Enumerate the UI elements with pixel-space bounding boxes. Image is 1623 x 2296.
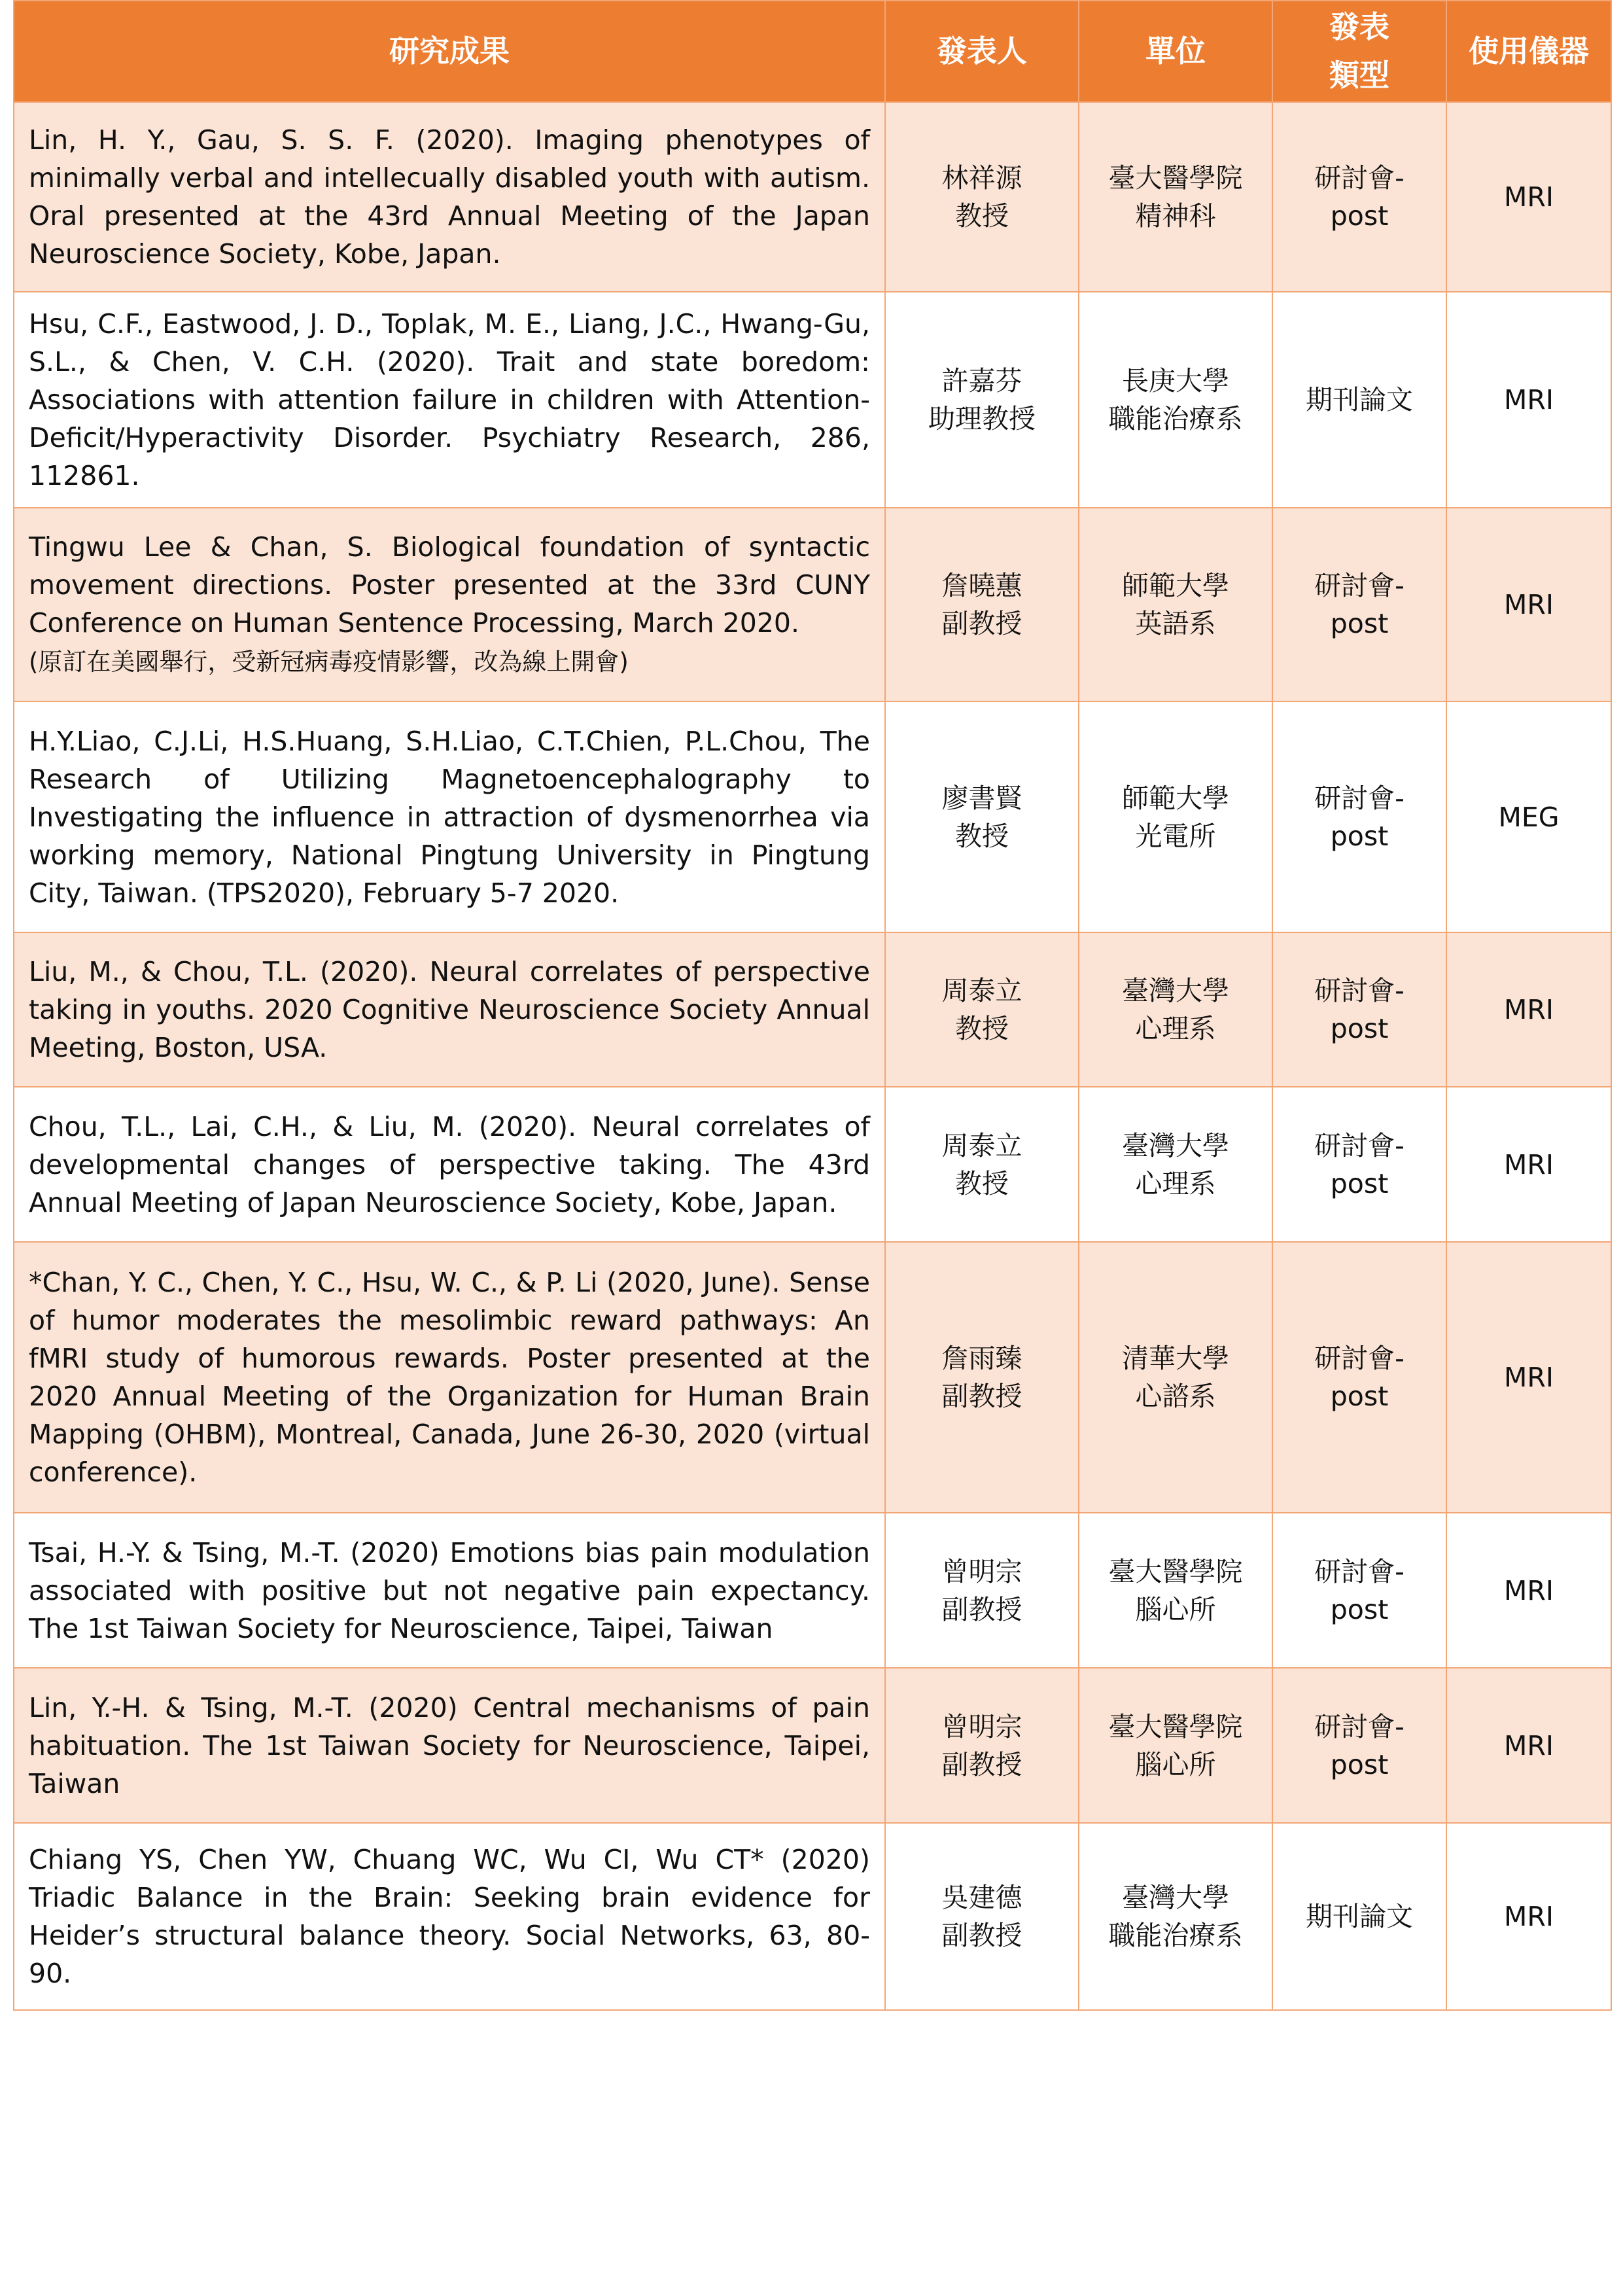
author-name: 詹雨臻 (941, 1343, 1022, 1374)
table-row (14, 701, 1611, 932)
unit-cell (1079, 1823, 1272, 2010)
type-cell: 期刊論文 (1272, 292, 1446, 508)
header-unit: 單位 (1079, 1, 1272, 102)
citation-cell (14, 1513, 885, 1668)
author-name: 曾明宗 (941, 1555, 1022, 1587)
unit-line1: 師範大學 (1122, 570, 1229, 601)
citation-cell (14, 292, 885, 508)
author-cell (885, 932, 1079, 1087)
table-header-row (14, 1, 1611, 102)
type-line2: post (1330, 1381, 1389, 1412)
table-row (14, 292, 1611, 508)
author-title: 教授 (955, 200, 1009, 232)
citation-note: (原訂在美國舉行，受新冠病毒疫情影響，改為線上開會) (29, 648, 629, 676)
citation-text: Liu, M., & Chou, T.L. (2020). Neural correlates of perspective taking in youths. 2020 Cognitive Neuroscience Society Annual Meeting, Boston, USA. (29, 956, 870, 1063)
unit-line1: 臺灣大學 (1122, 1882, 1229, 1913)
type-line2: post (1330, 1748, 1389, 1780)
table-row (14, 508, 1611, 701)
table-row (14, 1823, 1611, 2010)
unit-line1: 臺大醫學院 (1108, 162, 1243, 194)
unit-line2: 職能治療系 (1108, 403, 1243, 434)
table-row (14, 1242, 1611, 1513)
table-row (14, 932, 1611, 1087)
author-title: 副教授 (941, 1593, 1022, 1625)
author-name: 吳建德 (941, 1882, 1022, 1913)
author-name: 周泰立 (941, 1129, 1022, 1161)
unit-line2: 心理系 (1135, 1013, 1216, 1044)
unit-line1: 臺大醫學院 (1108, 1710, 1243, 1742)
unit-line1: 臺灣大學 (1122, 1129, 1229, 1161)
instrument-cell: MRI (1446, 1823, 1611, 2010)
citation-text: Lin, H. Y., Gau, S. S. F. (2020). Imaging phenotypes of minimally verbal and intellecually disabled youth with autism. Oral presented at the 43rd Annual Meeting of the Japan Neuroscience Society, Kobe, Japan. (29, 124, 870, 270)
type-cell (1272, 1513, 1446, 1668)
citation-cell (14, 1087, 885, 1242)
citation-cell (14, 508, 885, 701)
author-title: 教授 (955, 820, 1009, 852)
author-cell (885, 508, 1079, 701)
unit-line1: 臺大醫學院 (1108, 1555, 1243, 1587)
type-cell (1272, 1242, 1446, 1513)
type-line1: 研討會- (1314, 570, 1405, 601)
unit-line2: 英語系 (1135, 608, 1216, 639)
type-line1: 研討會- (1314, 1343, 1405, 1374)
citation-text: H.Y.Liao, C.J.Li, H.S.Huang, S.H.Liao, C.T.Chien, P.L.Chou, The Research of Utilizing Magnetoencephalography to Investigating the influence in attraction of dysmenorrhea via working memory, National Pingtung University in Pingtung City, Taiwan. (TPS2020), February 5-7 2020. (29, 725, 870, 909)
author-cell (885, 1513, 1079, 1668)
header-type-line2: 類型 (1329, 57, 1389, 93)
type-line2: post (1330, 1013, 1389, 1044)
author-title: 副教授 (941, 1920, 1022, 1951)
type-line1: 研討會- (1314, 1555, 1405, 1587)
instrument-cell: MRI (1446, 1242, 1611, 1513)
citation-cell (14, 932, 885, 1087)
header-type (1272, 1, 1446, 102)
author-cell (885, 701, 1079, 932)
citation-cell (14, 102, 885, 292)
citation-text: Tsai, H.-Y. & Tsing, M.-T. (2020) Emotions bias pain modulation associated with positive but not negative pain expectancy. The 1st Taiwan Society for Neuroscience, Taipei, Taiwan (29, 1536, 870, 1644)
type-line1: 研討會- (1314, 1710, 1405, 1742)
citation-text: Hsu, C.F., Eastwood, J. D., Toplak, M. E., Liang, J.C., Hwang-Gu, S.L., & Chen, V. C.H. (2020). Trait and state boredom: Associations with attention failure in children with Attention-Deficit/Hyperactivity Disorder. Psychiatry Research, 286, 112861. (29, 308, 870, 491)
table-row (14, 1513, 1611, 1668)
type-cell (1272, 508, 1446, 701)
citation-text: Chou, T.L., Lai, C.H., & Liu, M. (2020). Neural correlates of developmental changes of perspective taking. The 43rd Annual Meeting of Japan Neuroscience Society, Kobe, Japan. (29, 1110, 870, 1218)
instrument-cell: MRI (1446, 508, 1611, 701)
unit-cell (1079, 1087, 1272, 1242)
citation-text: Tingwu Lee & Chan, S. Biological foundation of syntactic movement directions. Poster presented at the 33rd CUNY Conference on Human Sentence Processing, March 2020. (29, 531, 870, 639)
type-cell (1272, 102, 1446, 292)
author-cell (885, 1242, 1079, 1513)
table-row (14, 1668, 1611, 1823)
unit-line1: 師範大學 (1122, 782, 1229, 814)
author-title: 副教授 (941, 1748, 1022, 1780)
unit-line2: 職能治療系 (1108, 1920, 1243, 1951)
header-author: 發表人 (885, 1, 1079, 102)
instrument-cell: MRI (1446, 1513, 1611, 1668)
citation-cell (14, 1823, 885, 2010)
unit-line1: 清華大學 (1122, 1343, 1229, 1374)
author-name: 許嘉芬 (941, 365, 1022, 397)
author-title: 教授 (955, 1013, 1009, 1044)
type-line2: post (1330, 820, 1389, 852)
author-name: 周泰立 (941, 975, 1022, 1006)
citation-cell (14, 1668, 885, 1823)
type-line1: 研討會- (1314, 975, 1405, 1006)
type-cell (1272, 1087, 1446, 1242)
unit-line2: 精神科 (1135, 200, 1216, 232)
unit-cell (1079, 102, 1272, 292)
unit-line2: 心諮系 (1135, 1381, 1216, 1412)
type-cell (1272, 701, 1446, 932)
unit-line2: 光電所 (1135, 820, 1216, 852)
author-title: 副教授 (941, 608, 1022, 639)
author-cell (885, 292, 1079, 508)
type-line2: post (1330, 608, 1389, 639)
unit-cell (1079, 292, 1272, 508)
citation-text: *Chan, Y. C., Chen, Y. C., Hsu, W. C., & P. Li (2020, June). Sense of humor moderates the mesolimbic reward pathways: An fMRI study of humorous rewards. Poster presented at the 2020 Annual Meeting of the Organization for Human Brain Mapping (OHBM), Montreal, Canada, June 26-30, 2020 (virtual conference). (29, 1267, 870, 1488)
author-cell (885, 1668, 1079, 1823)
type-line2: post (1330, 200, 1389, 232)
citation-cell (14, 701, 885, 932)
type-cell: 期刊論文 (1272, 1823, 1446, 2010)
unit-line1: 長庚大學 (1122, 365, 1229, 397)
header-instrument: 使用儀器 (1446, 1, 1611, 102)
unit-cell (1079, 1513, 1272, 1668)
unit-line2: 腦心所 (1135, 1748, 1216, 1780)
author-title: 助理教授 (928, 403, 1036, 434)
author-name: 詹曉蕙 (941, 570, 1022, 601)
header-type-line1: 發表 (1329, 9, 1389, 44)
instrument-cell: MRI (1446, 1087, 1611, 1242)
unit-cell (1079, 1668, 1272, 1823)
type-line2: post (1330, 1167, 1389, 1199)
author-name: 林祥源 (941, 162, 1022, 194)
author-cell (885, 1087, 1079, 1242)
citation-text: Chiang YS, Chen YW, Chuang WC, Wu CI, Wu CT* (2020) Triadic Balance in the Brain: Seeking brain evidence for Heider’s structural balance theory. Social Networks, 63, 80-90. (29, 1844, 870, 1989)
instrument-cell: MRI (1446, 292, 1611, 508)
publications-table (13, 0, 1612, 2011)
unit-cell (1079, 701, 1272, 932)
unit-line1: 臺灣大學 (1122, 975, 1229, 1006)
author-name: 曾明宗 (941, 1710, 1022, 1742)
table-row (14, 102, 1611, 292)
type-line1: 研討會- (1314, 782, 1405, 814)
author-cell (885, 1823, 1079, 2010)
unit-cell (1079, 508, 1272, 701)
table-row (14, 1087, 1611, 1242)
author-cell (885, 102, 1079, 292)
type-line2: post (1330, 1593, 1389, 1625)
type-cell (1272, 932, 1446, 1087)
author-title: 教授 (955, 1167, 1009, 1199)
citation-text: Lin, Y.-H. & Tsing, M.-T. (2020) Central mechanisms of pain habituation. The 1st Taiwan Society for Neuroscience, Taipei, Taiwan (29, 1691, 870, 1799)
author-name: 廖書賢 (941, 782, 1022, 814)
instrument-cell: MRI (1446, 932, 1611, 1087)
type-line1: 研討會- (1314, 1129, 1405, 1161)
instrument-cell: MRI (1446, 102, 1611, 292)
header-result: 研究成果 (14, 1, 885, 102)
citation-cell (14, 1242, 885, 1513)
instrument-cell: MRI (1446, 1668, 1611, 1823)
unit-line2: 腦心所 (1135, 1593, 1216, 1625)
unit-line2: 心理系 (1135, 1167, 1216, 1199)
type-line1: 研討會- (1314, 162, 1405, 194)
unit-cell (1079, 932, 1272, 1087)
instrument-cell: MEG (1446, 701, 1611, 932)
unit-cell (1079, 1242, 1272, 1513)
type-cell (1272, 1668, 1446, 1823)
author-title: 副教授 (941, 1381, 1022, 1412)
